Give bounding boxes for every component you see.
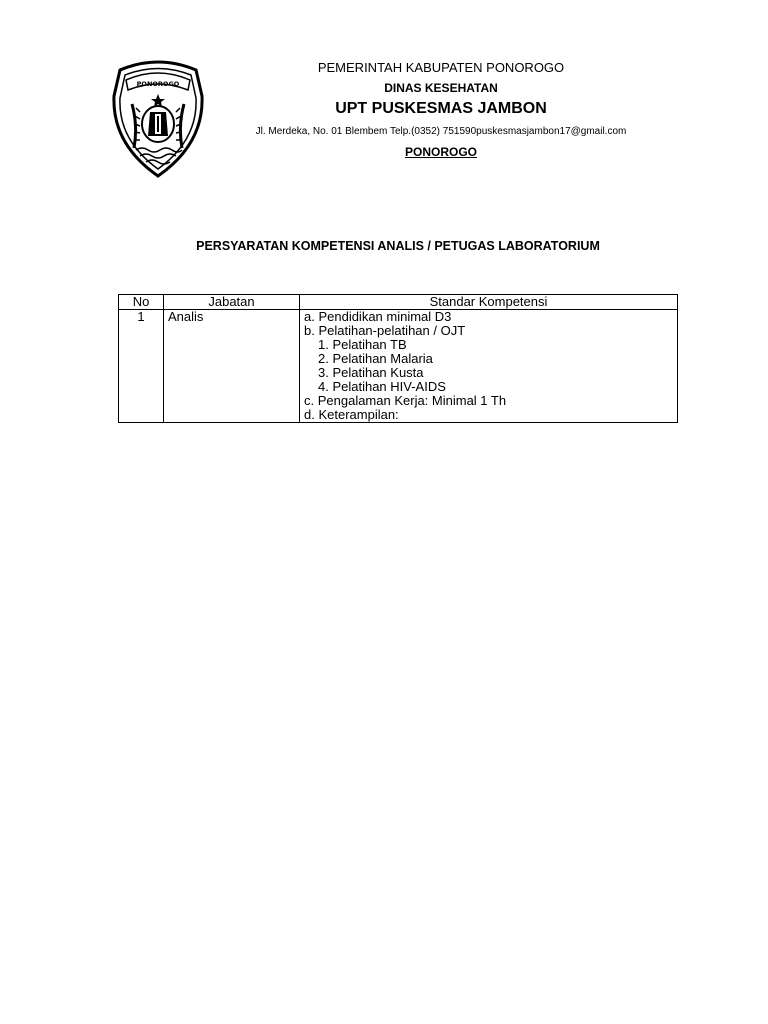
letterhead-government: PEMERINTAH KABUPATEN PONOROGO [317, 60, 565, 75]
letterhead-unit: UPT PUSKESMAS JAMBON [335, 100, 547, 117]
standard-item-experience: c. Pengalaman Kerja: Minimal 1 Th [304, 393, 507, 408]
table-header-row [119, 295, 678, 310]
cell-no: 1 [119, 310, 164, 423]
document-title: PERSYARATAN KOMPETENSI ANALIS / PETUGAS LABORATORIUM [196, 239, 600, 253]
standard-item-training: b. Pelatihan-pelatihan / OJT [304, 323, 466, 338]
competency-table [118, 294, 678, 423]
training-item: 3. Pelatihan Kusta [318, 365, 424, 380]
logo-banner-text: PONOROGO [136, 80, 180, 88]
training-item: 4. Pelatihan HIV-AIDS [318, 379, 446, 394]
header-standar-kompetensi: Standar Kompetensi [300, 295, 678, 310]
letterhead-department: DINAS KESEHATAN [384, 81, 498, 95]
standard-item-education: a. Pendidikan minimal D3 [304, 309, 452, 324]
standard-item-skills: d. Keterampilan: [304, 407, 399, 422]
cell-jabatan: Analis [164, 310, 300, 423]
header-no: No [119, 295, 164, 310]
letterhead-city: PONOROGO [404, 145, 477, 159]
letterhead-address: Jl. Merdeka, No. 01 Blembem Telp.(0352) 751590puskesmasjambon17@gmail.com [255, 126, 627, 137]
training-item: 2. Pelatihan Malaria [318, 351, 433, 366]
training-item: 1. Pelatihan TB [318, 337, 407, 352]
table-row [119, 310, 678, 423]
cell-standar-kompetensi [300, 310, 678, 423]
ponorogo-coat-of-arms-logo [110, 56, 206, 180]
header-jabatan: Jabatan [164, 295, 300, 310]
